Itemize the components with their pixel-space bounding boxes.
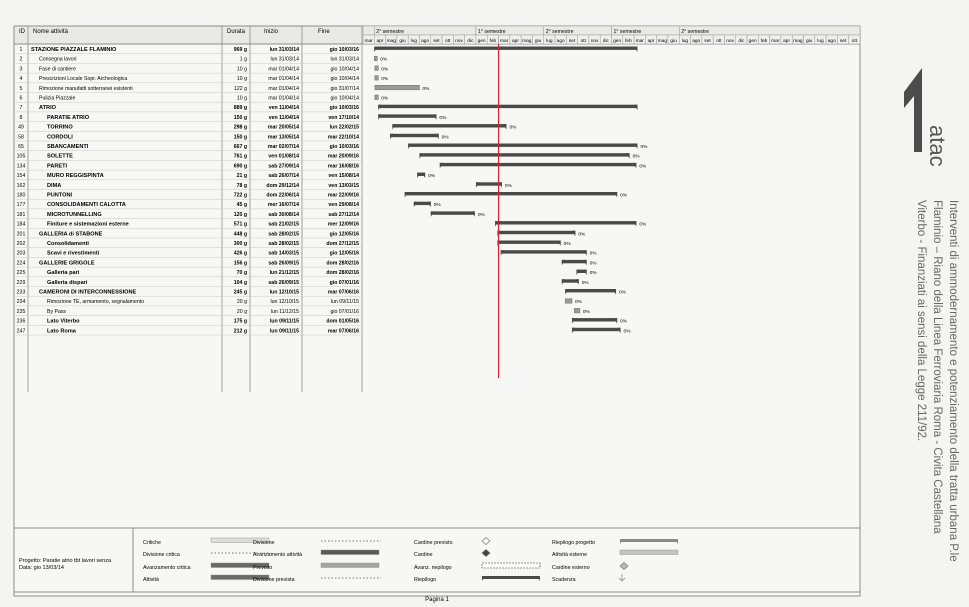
half-year-label: 1° semestre (613, 29, 642, 35)
month-label: ott (580, 39, 586, 44)
logo-text: atac (925, 125, 950, 167)
task-end: mer 12/09/16 (327, 221, 359, 228)
summary-bar[interactable] (405, 192, 617, 195)
task-id: 58 (18, 134, 24, 141)
percent-label: 0% (589, 271, 597, 277)
summary-bar[interactable] (562, 260, 587, 263)
task-start: sab 21/02/15 (268, 221, 299, 228)
percent-label: 0% (620, 319, 628, 325)
task-duration: 104 g (233, 279, 247, 286)
logo-number: 1 (913, 60, 914, 61)
month-label: nov (726, 39, 734, 44)
task-start: ven 11/04/14 (268, 114, 299, 121)
month-label: nov (455, 39, 463, 44)
task-end: gio 10/03/16 (329, 105, 359, 112)
percent-label: 0% (422, 86, 430, 92)
task-start: mar 01/04/14 (268, 95, 299, 102)
side-title-line3: Viterbo - Finanziati ai sensi della Legge 211/92. (915, 200, 927, 442)
percent-label: 0% (619, 290, 626, 296)
task-end: mar 16/08/16 (327, 163, 359, 170)
task-end: mar 22/10/14 (327, 134, 359, 141)
task-name[interactable]: ATRIO (39, 105, 56, 112)
month-label: mar (500, 39, 509, 44)
task-start: mar 02/07/14 (267, 144, 299, 150)
summary-bar[interactable] (374, 47, 637, 50)
task-end: ven 29/08/14 (328, 202, 359, 209)
summary-bar[interactable] (408, 144, 637, 147)
task-start: lun 31/03/14 (270, 56, 299, 63)
month-label: lug (410, 39, 418, 44)
half-year-row (363, 26, 860, 35)
task-name[interactable]: STAZIONE PIAZZALE FLAMINIO (31, 47, 117, 53)
month-label: mar (635, 39, 644, 44)
month-label: feb (760, 39, 768, 44)
month-label: ott (445, 39, 451, 44)
percent-label: 0% (428, 174, 436, 180)
summary-bar[interactable] (431, 211, 475, 214)
legend-swatch (482, 576, 540, 579)
task-id: 236 (16, 318, 26, 325)
task-duration: 1 g (239, 56, 247, 63)
task-id: 229 (16, 279, 26, 286)
month-label: lug (817, 39, 824, 44)
col-duration-header: Durata (227, 29, 246, 35)
summary-bar[interactable] (378, 105, 637, 108)
month-label: gen (477, 39, 486, 44)
task-start: lun 31/03/14 (269, 47, 299, 53)
task-end: sab 27/12/14 (328, 211, 359, 218)
month-label: giu (399, 39, 406, 44)
month-label: dic (467, 39, 474, 44)
task-id: 180 (16, 192, 26, 199)
percent-label: 0% (381, 96, 389, 102)
month-label: ago (692, 39, 701, 44)
task-id: 233 (16, 289, 26, 296)
legend-label: Attività esterne (552, 552, 588, 558)
task-duration: 10 g (236, 95, 247, 102)
legend-label: Riepilogo (414, 577, 437, 583)
task-name[interactable]: TORRINO (47, 124, 73, 131)
legend-label: Avanzamento critica (143, 565, 191, 571)
legend-label: Cardine previsto (414, 540, 453, 546)
percent-label: 0% (504, 183, 512, 189)
legend-label: Cardine esterno (552, 565, 590, 571)
task-start: lun 21/12/15 (269, 270, 299, 277)
task-end: ven 17/10/14 (328, 114, 359, 121)
month-label: set (704, 39, 711, 44)
task-name[interactable]: By Pass (47, 308, 67, 315)
task-name[interactable]: Pulizia Piazzale (39, 95, 76, 102)
task-id: 202 (16, 241, 26, 247)
month-label: set (839, 39, 847, 44)
percent-label: 0% (639, 164, 647, 170)
summary-bar[interactable] (501, 250, 587, 253)
task-duration: 571 g (233, 221, 247, 228)
percent-label: 0% (381, 77, 389, 83)
task-id: 162 (16, 182, 26, 189)
month-label: apr (512, 39, 519, 44)
percent-label: 0% (441, 135, 449, 141)
task-name[interactable]: CORDOLI (47, 134, 73, 141)
task-start: mar 01/04/14 (268, 85, 299, 92)
task-start: sab 27/09/14 (268, 163, 299, 170)
page-number: Pagina 1 (425, 597, 449, 603)
legend-label: Divisione critica (143, 552, 180, 558)
legend-label: Cardine (414, 552, 433, 558)
task-start: dom 29/12/14 (266, 182, 299, 189)
task-name[interactable]: Rimozione manufatti sotterranei esistenti (39, 85, 133, 92)
month-label: mag (386, 39, 396, 44)
half-year-label: 1° semestre (477, 29, 506, 35)
task-start: ven 01/08/14 (268, 153, 299, 160)
month-label: ott (851, 39, 858, 44)
task-id: 177 (16, 202, 26, 209)
task-end: ven 15/08/14 (328, 173, 359, 180)
month-label: lug (546, 39, 553, 44)
task-start: sab 30/08/14 (268, 211, 299, 218)
task-start: sab 26/09/15 (268, 279, 299, 286)
task-end: gio 12/05/16 (329, 231, 359, 238)
percent-label: 0% (563, 242, 571, 247)
legend-date-label: Data: gio 13/03/14 (19, 565, 64, 571)
percent-label: 0% (582, 309, 590, 315)
task-end: mar 07/06/16 (327, 289, 359, 296)
task-name[interactable]: Scavi e rivestimenti (47, 250, 100, 257)
half-year-label: 2° semestre (545, 29, 574, 35)
task-end: lun 31/03/14 (330, 56, 359, 63)
task-end: lun 09/11/15 (330, 299, 359, 306)
task-bar[interactable] (375, 76, 378, 81)
percent-label: 0% (381, 67, 389, 73)
task-id: 105 (16, 153, 26, 160)
task-bar[interactable] (574, 308, 580, 313)
task-id: 181 (16, 211, 26, 218)
summary-bar[interactable] (378, 114, 436, 117)
legend-project-label: Progetto: Paratie atrio tbt lavori senza (19, 558, 112, 564)
task-duration: 21 g (236, 173, 247, 180)
task-name[interactable]: Fase di cantiere (39, 66, 76, 73)
month-label: mar (771, 39, 780, 44)
task-start: lun 12/10/15 (270, 299, 299, 306)
legend-label: Riepilogo progetto (552, 540, 595, 546)
task-end: mar 07/06/16 (327, 328, 359, 335)
task-bar[interactable] (375, 66, 378, 71)
legend-label: Avanz. riepilogo (414, 565, 452, 571)
task-id: 8 (19, 114, 23, 121)
task-id: 184 (16, 221, 26, 228)
month-label: gen (748, 39, 757, 44)
task-name[interactable]: Prescrizioni Locale Sopr. Archeologica (39, 76, 128, 83)
month-label: set (568, 39, 576, 44)
month-label: dic (602, 39, 609, 44)
task-id: 3 (19, 66, 23, 73)
half-year-label: 2° semestre (681, 29, 710, 35)
month-label: set (433, 39, 440, 44)
summary-bar[interactable] (440, 163, 637, 166)
task-duration: 175 g (233, 318, 247, 325)
percent-label: 0% (477, 212, 485, 218)
task-id: 5 (19, 85, 23, 92)
legend-swatch (321, 550, 379, 555)
percent-label: 0% (639, 222, 647, 228)
month-label: ott (716, 39, 722, 44)
task-name[interactable]: Consolidamenti (47, 241, 89, 247)
task-id: 134 (16, 163, 26, 170)
task-bar[interactable] (374, 56, 377, 61)
task-end: mar 20/09/16 (327, 153, 359, 160)
task-bar[interactable] (375, 95, 378, 100)
month-label: feb (625, 39, 632, 44)
task-start: mar 13/05/14 (267, 134, 299, 141)
task-duration: 722 g (233, 192, 247, 199)
task-name[interactable]: SOLETTE (47, 153, 73, 160)
summary-bar[interactable] (495, 221, 636, 224)
task-start: lun 09/11/15 (269, 318, 299, 325)
task-start: sab 26/07/14 (268, 173, 299, 180)
logo-number-glyph (904, 68, 922, 152)
month-label: ago (556, 39, 565, 44)
task-name[interactable]: Galleria dispari (47, 279, 88, 286)
task-end: mar 22/09/16 (327, 192, 359, 199)
side-title-line2: Flaminio – Riano della Linea Ferroviaria Roma - Civita Castellana (931, 200, 943, 534)
task-name[interactable]: PARETI (47, 163, 68, 170)
task-name[interactable]: SBANCAMENTI (47, 144, 89, 150)
percent-label: 0% (620, 193, 628, 199)
month-label: gen (613, 39, 622, 44)
legend-label: Previsto (253, 565, 273, 571)
col-id-header: ID (19, 29, 25, 35)
task-start: sab 28/02/15 (268, 231, 299, 238)
task-start: lun 11/12/15 (270, 308, 299, 315)
task-id: 225 (16, 270, 26, 277)
task-id: 234 (16, 299, 26, 306)
task-start: sab 14/03/15 (268, 250, 299, 257)
task-start: mer 16/07/14 (267, 202, 299, 209)
summary-bar[interactable] (497, 231, 575, 234)
legend-label: Divisione prevista (253, 577, 295, 583)
legend-label: Divisione (253, 540, 275, 546)
task-duration: 690 g (233, 163, 247, 170)
summary-bar[interactable] (390, 134, 439, 137)
task-end: lun 22/02/15 (329, 124, 359, 131)
task-id: 65 (18, 144, 24, 150)
task-id: 247 (16, 328, 26, 335)
task-end: gio 10/03/16 (329, 47, 359, 53)
summary-bar[interactable] (565, 289, 616, 292)
task-end: dom 28/02/16 (326, 260, 359, 267)
month-label: giu (805, 39, 813, 44)
month-label: nov (590, 39, 599, 44)
task-name[interactable]: PUNTONI (47, 192, 73, 199)
task-name[interactable]: MURO REGGISPINTA (47, 173, 104, 180)
task-name[interactable]: Consegna lavori (39, 56, 77, 63)
col-end-header: Fine (318, 29, 330, 35)
task-end: gio 07/01/16 (330, 308, 359, 315)
task-name[interactable]: DIMA (47, 182, 62, 189)
col-name-header: Nome attività (33, 29, 69, 35)
task-start: lun 12/10/15 (269, 289, 299, 296)
task-id: 203 (16, 250, 26, 257)
task-start: mar 01/04/14 (268, 76, 299, 83)
month-label: apr (376, 39, 384, 44)
percent-label: 0% (589, 261, 597, 267)
side-title-line1: Interventi di ammodernamento e potenziamento della tratta urbana P.le (947, 200, 959, 562)
percent-label: 0% (589, 251, 597, 257)
percent-label: 0% (581, 280, 589, 286)
task-duration: 212 g (233, 328, 247, 335)
percent-label: 0% (578, 232, 586, 238)
task-name[interactable]: Rimozione TE, armamento, segnalamento (47, 299, 145, 306)
task-duration: 150 g (233, 114, 247, 121)
task-name[interactable]: Lato Roma (47, 328, 76, 335)
task-id: 154 (16, 173, 26, 180)
task-duration: 426 g (233, 250, 247, 257)
percent-label: 0% (433, 203, 441, 209)
task-id: 4 (19, 76, 23, 83)
summary-bar[interactable] (392, 124, 506, 127)
task-name[interactable]: Finiture e sistemazioni esterne (47, 221, 129, 228)
month-label: dic (738, 39, 745, 44)
task-end: gio 10/03/16 (329, 144, 359, 150)
half-year-label: 2° semestre (376, 29, 405, 35)
month-label: mar (364, 39, 373, 44)
month-label: feb (489, 39, 497, 44)
task-start: sab 26/09/15 (268, 260, 299, 267)
task-duration: 45 g (236, 202, 247, 209)
percent-label: 0% (574, 300, 582, 306)
task-id: 7 (19, 105, 23, 112)
legend-label: Scadenza (552, 577, 576, 583)
task-start: dom 22/06/14 (266, 192, 299, 199)
month-label: mag (657, 39, 668, 44)
percent-label: 0% (380, 57, 388, 63)
task-end: ven 13/03/15 (328, 182, 359, 189)
task-duration: 70 g (236, 270, 247, 277)
half-year-cell (363, 26, 374, 35)
percent-label: 0% (640, 145, 648, 150)
legend-swatch (321, 563, 379, 568)
task-bar[interactable] (375, 85, 420, 90)
summary-bar[interactable] (572, 328, 621, 331)
summary-bar[interactable] (419, 153, 629, 156)
task-bar[interactable] (565, 299, 572, 304)
task-start: mar 01/04/14 (268, 66, 299, 73)
month-label: ago (827, 39, 836, 44)
task-id: 224 (16, 260, 26, 267)
task-end: gio 12/05/16 (329, 250, 359, 257)
task-duration: 300 g (233, 241, 247, 247)
legend-label: Attività (143, 577, 159, 583)
task-id: 49 (18, 124, 24, 131)
percent-label: 0% (632, 154, 640, 160)
task-duration: 667 g (233, 144, 247, 150)
task-name[interactable]: CONSOLIDAMENTI CALOTTA (47, 202, 126, 209)
percent-label: 0% (623, 329, 631, 335)
task-name[interactable]: GALLERIE GRIGOLE (39, 260, 95, 267)
side-panel (904, 59, 959, 562)
task-end: gio 10/04/14 (330, 66, 359, 73)
task-end: dom 28/02/16 (326, 270, 359, 277)
task-id: 235 (16, 308, 26, 315)
task-duration: 150 g (233, 134, 247, 141)
task-duration: 156 g (233, 260, 247, 267)
month-label: mag (522, 39, 532, 44)
task-start: ven 11/04/14 (268, 105, 299, 112)
task-end: gio 10/04/14 (330, 76, 359, 83)
task-id: 1 (19, 47, 23, 53)
task-id: 201 (16, 231, 26, 238)
month-label: ago (421, 39, 430, 44)
task-duration: 969 g (233, 47, 247, 53)
legend-label: Avanzamento attività (253, 552, 303, 558)
task-duration: 298 g (233, 124, 247, 131)
month-label: apr (647, 39, 655, 44)
month-label: giu (670, 39, 677, 44)
task-name[interactable]: PARATIE ATRIO (47, 114, 90, 121)
task-duration: 122 g (234, 85, 247, 92)
task-name[interactable]: Galleria pari (47, 270, 80, 277)
task-end: gio 07/01/16 (329, 279, 359, 286)
task-name[interactable]: CAMERONI DI INTERCONNESSIONE (39, 289, 137, 296)
task-name[interactable]: Lato Viterbo (47, 318, 80, 325)
percent-label: 0% (439, 115, 447, 121)
task-id: 6 (19, 95, 23, 102)
legend-swatch (620, 539, 678, 542)
task-start: lun 09/11/15 (269, 328, 299, 335)
task-duration: 761 g (233, 153, 247, 160)
task-start: sab 28/02/15 (268, 241, 299, 247)
task-name[interactable]: MICROTUNNELLING (47, 211, 102, 218)
task-duration: 245 g (233, 289, 247, 296)
task-duration: 20 g (236, 299, 247, 306)
task-id: 2 (19, 56, 23, 63)
legend-swatch (482, 563, 540, 568)
summary-bar[interactable] (497, 241, 560, 244)
task-duration: 20 g (236, 308, 247, 315)
legend-swatch (620, 550, 678, 555)
month-label: apr (783, 39, 791, 44)
percent-label: 0% (509, 125, 517, 131)
task-name[interactable]: GALLERIA di STABONE (39, 231, 103, 238)
sheet-frame (14, 26, 860, 596)
task-duration: 889 g (233, 105, 247, 112)
task-end: gio 31/07/14 (330, 85, 359, 92)
task-end: gio 10/04/14 (330, 95, 359, 102)
task-start: mar 20/05/14 (267, 124, 299, 131)
legend-label: Critiche (143, 540, 161, 546)
task-duration: 10 g (236, 76, 247, 83)
month-row (363, 35, 860, 44)
task-end: dom 27/12/15 (326, 241, 359, 247)
month-label: mag (793, 39, 803, 44)
summary-bar[interactable] (572, 318, 617, 321)
task-duration: 120 g (233, 211, 247, 218)
task-end: dom 01/05/16 (326, 318, 359, 325)
task-duration: 78 g (236, 182, 247, 189)
col-start-header: Inizio (264, 29, 279, 35)
month-label: giu (534, 39, 542, 44)
task-duration: 10 g (236, 66, 247, 73)
month-label: lug (681, 39, 689, 44)
task-duration: 448 g (233, 231, 247, 238)
